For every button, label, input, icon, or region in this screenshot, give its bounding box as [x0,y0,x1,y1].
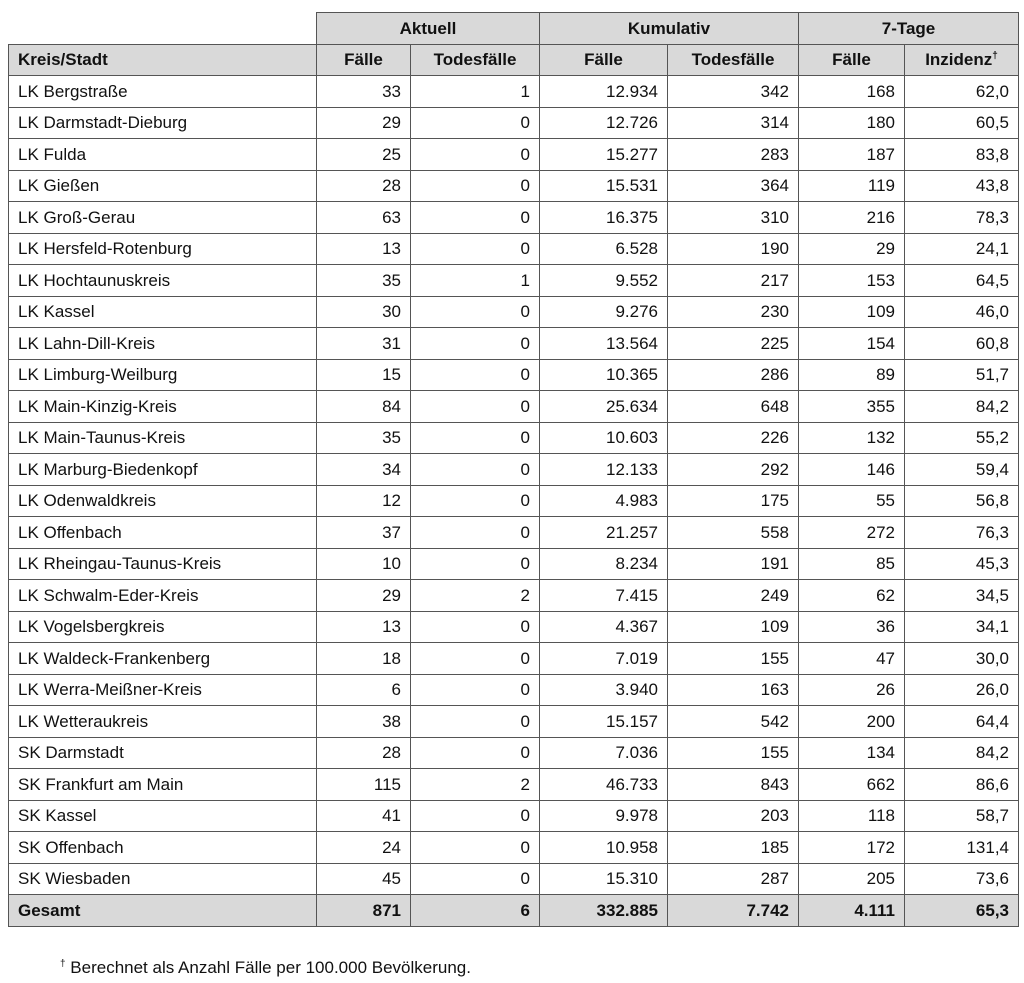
cell-aktuell-faelle: 13 [317,233,411,265]
cell-7tage-faelle: 89 [799,359,905,391]
cell-kumulativ-todesfaelle: 217 [668,265,799,297]
cell-kreis-stadt: LK Offenbach [9,517,317,549]
cell-kreis-stadt: LK Wetteraukreis [9,706,317,738]
cell-kreis-stadt: LK Gießen [9,170,317,202]
cell-inzidenz: 62,0 [905,76,1019,108]
cell-kreis-stadt: LK Bergstraße [9,76,317,108]
cell-inzidenz: 60,8 [905,328,1019,360]
header-aktuell: Aktuell [317,13,540,45]
cell-kumulativ-faelle: 332.885 [540,895,668,927]
table-row [9,800,1019,832]
cell-kumulativ-todesfaelle: 283 [668,139,799,171]
cell-7tage-faelle: 355 [799,391,905,423]
cell-aktuell-todesfaelle: 0 [411,737,540,769]
cell-aktuell-faelle: 33 [317,76,411,108]
cell-kumulativ-todesfaelle: 155 [668,643,799,675]
cell-kumulativ-todesfaelle: 185 [668,832,799,864]
cell-aktuell-todesfaelle: 0 [411,832,540,864]
cell-kreis-stadt: LK Hochtaunuskreis [9,265,317,297]
table-row [9,296,1019,328]
cell-inzidenz: 26,0 [905,674,1019,706]
header-7tage-faelle: Fälle [799,44,905,76]
cell-7tage-faelle: 132 [799,422,905,454]
cell-kumulativ-todesfaelle: 109 [668,611,799,643]
cell-aktuell-todesfaelle: 1 [411,76,540,108]
cell-aktuell-todesfaelle: 0 [411,202,540,234]
cell-7tage-faelle: 47 [799,643,905,675]
table-row [9,359,1019,391]
cell-7tage-faelle: 118 [799,800,905,832]
cell-7tage-faelle: 180 [799,107,905,139]
cell-kreis-stadt: LK Vogelsbergkreis [9,611,317,643]
cell-aktuell-todesfaelle: 0 [411,706,540,738]
cell-kumulativ-todesfaelle: 287 [668,863,799,895]
cell-aktuell-todesfaelle: 0 [411,328,540,360]
header-blank-cell [9,13,317,45]
cell-7tage-faelle: 26 [799,674,905,706]
table-row [9,769,1019,801]
cell-kumulativ-faelle: 9.276 [540,296,668,328]
cell-7tage-faelle: 200 [799,706,905,738]
cell-aktuell-faelle: 63 [317,202,411,234]
table-row [9,139,1019,171]
table-row [9,485,1019,517]
cell-kumulativ-faelle: 16.375 [540,202,668,234]
cell-7tage-faelle: 172 [799,832,905,864]
cell-kreis-stadt: LK Rheingau-Taunus-Kreis [9,548,317,580]
cell-kreis-stadt: SK Darmstadt [9,737,317,769]
cell-inzidenz: 76,3 [905,517,1019,549]
cell-7tage-faelle: 662 [799,769,905,801]
cell-kumulativ-todesfaelle: 155 [668,737,799,769]
cell-kumulativ-todesfaelle: 190 [668,233,799,265]
cell-inzidenz: 73,6 [905,863,1019,895]
cell-aktuell-faelle: 38 [317,706,411,738]
cell-kumulativ-faelle: 10.603 [540,422,668,454]
cell-kumulativ-faelle: 21.257 [540,517,668,549]
cell-inzidenz: 58,7 [905,800,1019,832]
cell-aktuell-todesfaelle: 0 [411,800,540,832]
cell-aktuell-faelle: 84 [317,391,411,423]
cell-aktuell-faelle: 28 [317,737,411,769]
cell-kumulativ-faelle: 12.934 [540,76,668,108]
cell-kreis-stadt: SK Wiesbaden [9,863,317,895]
header-inzidenz [905,44,1019,76]
cell-kreis-stadt: SK Kassel [9,800,317,832]
cell-aktuell-faelle: 13 [317,611,411,643]
cell-aktuell-todesfaelle: 0 [411,611,540,643]
cell-kumulativ-todesfaelle: 648 [668,391,799,423]
header-group-row [9,13,1019,45]
cell-inzidenz: 56,8 [905,485,1019,517]
cell-7tage-faelle: 205 [799,863,905,895]
cell-kumulativ-faelle: 9.552 [540,265,668,297]
cell-7tage-faelle: 29 [799,233,905,265]
cell-kreis-stadt: LK Fulda [9,139,317,171]
cell-kumulativ-faelle: 4.983 [540,485,668,517]
cell-inzidenz: 64,5 [905,265,1019,297]
cell-aktuell-faelle: 45 [317,863,411,895]
cell-aktuell-todesfaelle: 2 [411,580,540,612]
header-kumulativ-faelle: Fälle [540,44,668,76]
cell-kreis-stadt: LK Werra-Meißner-Kreis [9,674,317,706]
table-row [9,454,1019,486]
cell-inzidenz: 78,3 [905,202,1019,234]
cell-aktuell-faelle: 25 [317,139,411,171]
cell-aktuell-todesfaelle: 6 [411,895,540,927]
header-aktuell-todesfaelle: Todesfälle [411,44,540,76]
cell-kumulativ-faelle: 7.019 [540,643,668,675]
cell-aktuell-faelle: 28 [317,170,411,202]
table-row [9,737,1019,769]
cell-aktuell-faelle: 18 [317,643,411,675]
cell-inzidenz: 84,2 [905,391,1019,423]
footnote [60,958,471,978]
cell-inzidenz: 59,4 [905,454,1019,486]
cell-7tage-faelle: 4.111 [799,895,905,927]
cell-aktuell-todesfaelle: 0 [411,643,540,675]
cell-kumulativ-faelle: 46.733 [540,769,668,801]
table-row [9,643,1019,675]
cell-kumulativ-todesfaelle: 175 [668,485,799,517]
cell-kumulativ-todesfaelle: 249 [668,580,799,612]
cell-inzidenz: 24,1 [905,233,1019,265]
cell-kumulativ-faelle: 10.365 [540,359,668,391]
cell-aktuell-todesfaelle: 0 [411,296,540,328]
footnote-text: Berechnet als Anzahl Fälle per 100.000 Bevölkerung. [65,958,471,977]
cell-kumulativ-faelle: 25.634 [540,391,668,423]
cell-kumulativ-todesfaelle: 230 [668,296,799,328]
header-inzidenz-label: Inzidenz [925,50,993,70]
table-body [9,76,1019,927]
cell-aktuell-todesfaelle: 0 [411,485,540,517]
cell-kumulativ-todesfaelle: 7.742 [668,895,799,927]
cell-inzidenz: 43,8 [905,170,1019,202]
cell-aktuell-todesfaelle: 0 [411,454,540,486]
cell-inzidenz: 86,6 [905,769,1019,801]
table-row [9,328,1019,360]
cell-kreis-stadt: LK Schwalm-Eder-Kreis [9,580,317,612]
cell-aktuell-todesfaelle: 0 [411,863,540,895]
cell-aktuell-faelle: 31 [317,328,411,360]
cell-7tage-faelle: 134 [799,737,905,769]
cell-kumulativ-faelle: 8.234 [540,548,668,580]
cell-7tage-faelle: 119 [799,170,905,202]
cell-aktuell-faelle: 24 [317,832,411,864]
cell-kumulativ-todesfaelle: 225 [668,328,799,360]
header-kreis-stadt: Kreis/Stadt [9,44,317,76]
table-row [9,548,1019,580]
cell-inzidenz: 51,7 [905,359,1019,391]
cell-aktuell-faelle: 41 [317,800,411,832]
cell-kumulativ-faelle: 13.564 [540,328,668,360]
table-row [9,863,1019,895]
cell-kreis-stadt: LK Hersfeld-Rotenburg [9,233,317,265]
cell-aktuell-faelle: 35 [317,422,411,454]
cell-aktuell-faelle: 29 [317,580,411,612]
cell-kumulativ-todesfaelle: 292 [668,454,799,486]
cell-aktuell-todesfaelle: 0 [411,139,540,171]
cell-kumulativ-faelle: 12.133 [540,454,668,486]
table-row [9,832,1019,864]
cell-7tage-faelle: 62 [799,580,905,612]
cell-aktuell-todesfaelle: 0 [411,548,540,580]
cell-aktuell-faelle: 115 [317,769,411,801]
cell-kreis-stadt: LK Lahn-Dill-Kreis [9,328,317,360]
cell-kreis-stadt: LK Marburg-Biedenkopf [9,454,317,486]
cell-inzidenz: 30,0 [905,643,1019,675]
cell-kumulativ-faelle: 15.310 [540,863,668,895]
cell-inzidenz: 55,2 [905,422,1019,454]
cell-7tage-faelle: 154 [799,328,905,360]
cell-aktuell-todesfaelle: 0 [411,233,540,265]
cell-kumulativ-faelle: 4.367 [540,611,668,643]
cell-7tage-faelle: 146 [799,454,905,486]
cell-aktuell-todesfaelle: 0 [411,359,540,391]
cell-kumulativ-faelle: 15.531 [540,170,668,202]
table-row [9,170,1019,202]
cell-aktuell-faelle: 34 [317,454,411,486]
cell-7tage-faelle: 272 [799,517,905,549]
cell-kumulativ-todesfaelle: 542 [668,706,799,738]
cell-kumulativ-faelle: 6.528 [540,233,668,265]
cell-kumulativ-todesfaelle: 843 [668,769,799,801]
cell-kumulativ-todesfaelle: 226 [668,422,799,454]
cell-kumulativ-faelle: 9.978 [540,800,668,832]
header-column-row [9,44,1019,76]
table-row [9,580,1019,612]
header-inzidenz-dagger: † [992,50,998,62]
cell-kumulativ-faelle: 3.940 [540,674,668,706]
cell-aktuell-faelle: 29 [317,107,411,139]
cell-inzidenz: 83,8 [905,139,1019,171]
cell-kreis-stadt: LK Darmstadt-Dieburg [9,107,317,139]
cell-kumulativ-todesfaelle: 314 [668,107,799,139]
cell-kreis-stadt: Gesamt [9,895,317,927]
cell-inzidenz: 65,3 [905,895,1019,927]
cell-inzidenz: 34,5 [905,580,1019,612]
footnote-dagger: † [60,958,66,970]
table-row [9,674,1019,706]
table-row [9,107,1019,139]
cell-7tage-faelle: 216 [799,202,905,234]
cell-kreis-stadt: LK Odenwaldkreis [9,485,317,517]
cell-inzidenz: 34,1 [905,611,1019,643]
cell-kumulativ-todesfaelle: 342 [668,76,799,108]
cell-7tage-faelle: 55 [799,485,905,517]
table-row [9,422,1019,454]
cell-kumulativ-faelle: 15.157 [540,706,668,738]
cell-inzidenz: 45,3 [905,548,1019,580]
cell-aktuell-faelle: 10 [317,548,411,580]
cell-kumulativ-faelle: 15.277 [540,139,668,171]
table-row [9,611,1019,643]
cell-aktuell-faelle: 12 [317,485,411,517]
header-7-tage: 7-Tage [799,13,1019,45]
cell-7tage-faelle: 168 [799,76,905,108]
cell-aktuell-faelle: 6 [317,674,411,706]
cell-aktuell-todesfaelle: 2 [411,769,540,801]
cell-kumulativ-todesfaelle: 286 [668,359,799,391]
cell-kumulativ-faelle: 7.036 [540,737,668,769]
cell-kumulativ-todesfaelle: 203 [668,800,799,832]
cell-kreis-stadt: LK Groß-Gerau [9,202,317,234]
cell-kumulativ-faelle: 12.726 [540,107,668,139]
cell-kreis-stadt: LK Waldeck-Frankenberg [9,643,317,675]
cell-aktuell-faelle: 15 [317,359,411,391]
cell-kreis-stadt: LK Kassel [9,296,317,328]
table-row [9,233,1019,265]
cell-kreis-stadt: LK Main-Kinzig-Kreis [9,391,317,423]
cell-kreis-stadt: LK Main-Taunus-Kreis [9,422,317,454]
covid-cases-table [8,12,1019,927]
cell-kumulativ-todesfaelle: 163 [668,674,799,706]
table-row [9,517,1019,549]
cell-7tage-faelle: 85 [799,548,905,580]
cell-kreis-stadt: SK Offenbach [9,832,317,864]
cell-aktuell-faelle: 871 [317,895,411,927]
cell-inzidenz: 131,4 [905,832,1019,864]
cell-aktuell-faelle: 30 [317,296,411,328]
cell-aktuell-todesfaelle: 0 [411,422,540,454]
cell-7tage-faelle: 36 [799,611,905,643]
cell-inzidenz: 64,4 [905,706,1019,738]
cell-kumulativ-todesfaelle: 364 [668,170,799,202]
cell-inzidenz: 60,5 [905,107,1019,139]
cell-aktuell-todesfaelle: 0 [411,170,540,202]
cell-7tage-faelle: 187 [799,139,905,171]
table-row [9,265,1019,297]
cell-aktuell-todesfaelle: 1 [411,265,540,297]
cell-aktuell-todesfaelle: 0 [411,391,540,423]
header-aktuell-faelle: Fälle [317,44,411,76]
table-row [9,76,1019,108]
table-row [9,706,1019,738]
cell-7tage-faelle: 153 [799,265,905,297]
cell-kreis-stadt: LK Limburg-Weilburg [9,359,317,391]
total-row [9,895,1019,927]
cell-kumulativ-faelle: 10.958 [540,832,668,864]
table-row [9,391,1019,423]
cell-inzidenz: 46,0 [905,296,1019,328]
cell-aktuell-todesfaelle: 0 [411,107,540,139]
cell-kumulativ-todesfaelle: 191 [668,548,799,580]
cell-aktuell-faelle: 35 [317,265,411,297]
cell-kumulativ-todesfaelle: 558 [668,517,799,549]
cell-aktuell-todesfaelle: 0 [411,674,540,706]
cell-7tage-faelle: 109 [799,296,905,328]
cell-kumulativ-todesfaelle: 310 [668,202,799,234]
table-row [9,202,1019,234]
cell-inzidenz: 84,2 [905,737,1019,769]
cell-aktuell-todesfaelle: 0 [411,517,540,549]
header-kumulativ-todesfaelle: Todesfälle [668,44,799,76]
header-kumulativ: Kumulativ [540,13,799,45]
cell-kreis-stadt: SK Frankfurt am Main [9,769,317,801]
cell-aktuell-faelle: 37 [317,517,411,549]
cell-kumulativ-faelle: 7.415 [540,580,668,612]
